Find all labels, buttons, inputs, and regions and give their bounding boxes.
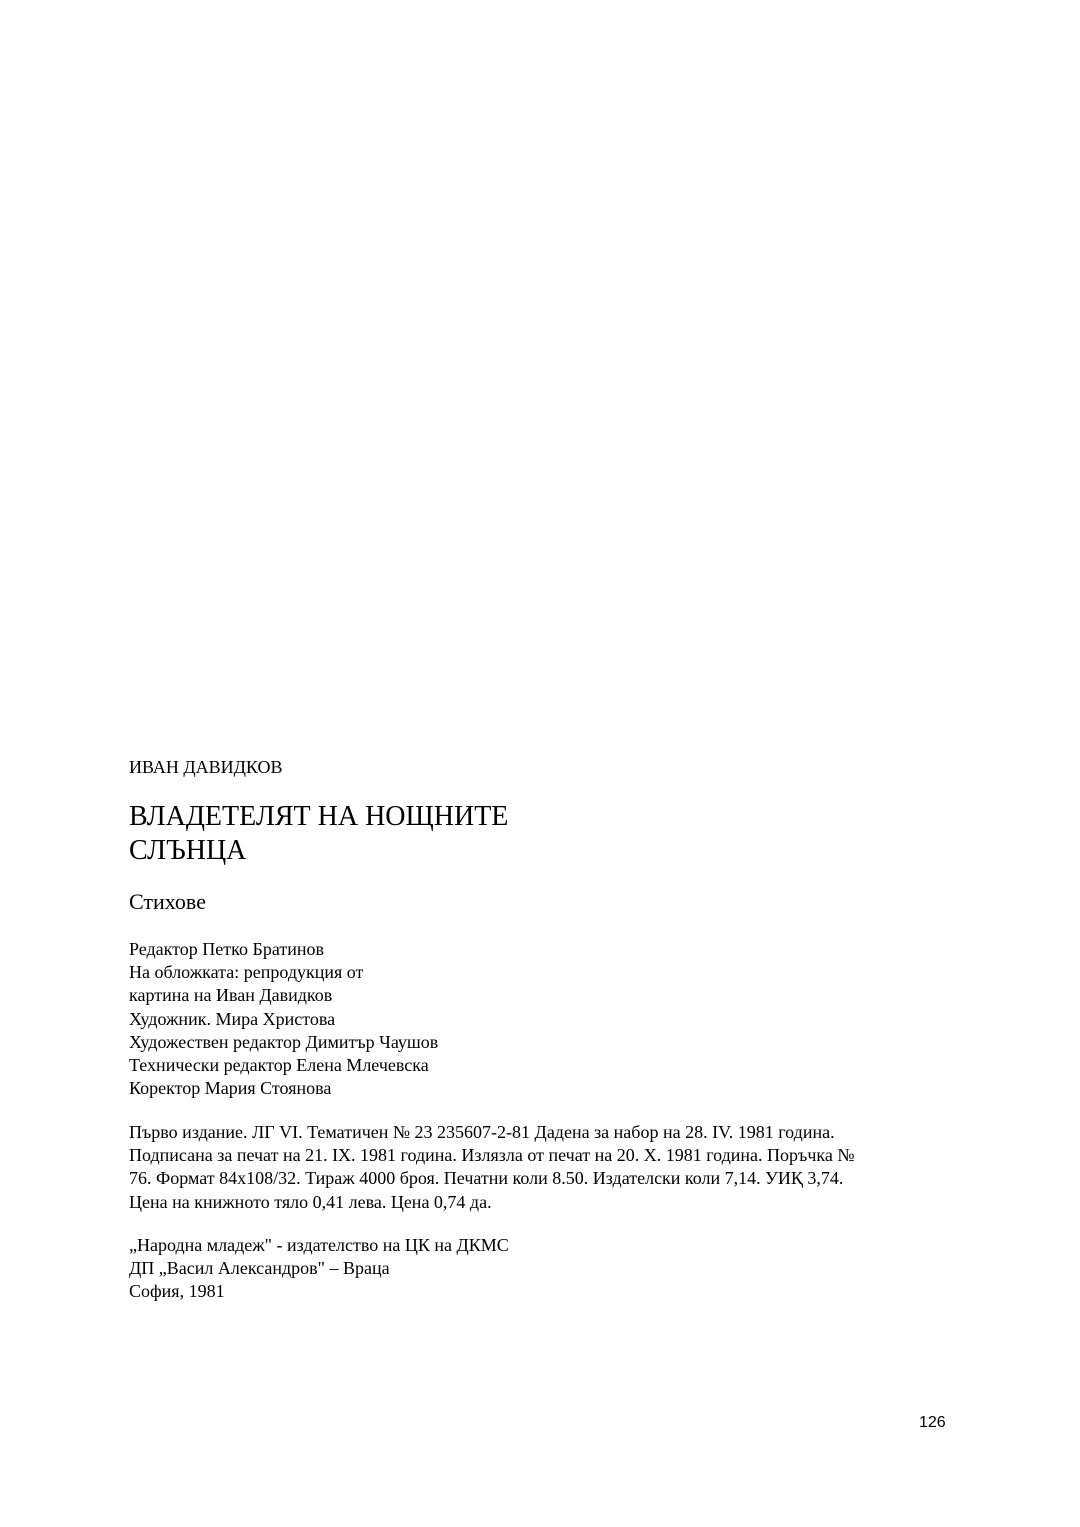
book-subtitle: Стихове [129, 889, 206, 914]
book-title-line-1: ВЛАДЕТЕЛЯТ НА НОЩНИТЕ [129, 801, 509, 832]
city-year-line: София, 1981 [129, 1281, 225, 1302]
book-title [129, 800, 508, 868]
book-title-line-2: СЛЪНЦА [129, 835, 247, 866]
credit-line: Редактор Петко Братинов [129, 939, 324, 959]
credits-block [129, 938, 438, 1100]
credit-line: Художествен редактор Димитър Чаушов [129, 1031, 439, 1052]
edition-line: Цена на книжното тяло 0,41 лева. Цена 0,74 да. [129, 1191, 492, 1212]
edition-line: 76. Формат 84х108/32. Тираж 4000 броя. Печатни коли 8.50. Издателски коли 7,14. УИҚ 3,74. [129, 1168, 844, 1189]
credit-line: На обложката: репродукция от [129, 962, 364, 983]
page-number: 126 [919, 1414, 946, 1431]
edition-line: Подписана за печат на 21. IX. 1981 година. Излязла от печат на 20. X. 1981 година. Поръчка № [129, 1145, 855, 1166]
publisher-line: „Народна младеж" - издателство на ЦК на ДКМС [129, 1235, 509, 1255]
credit-line: картина на Иван Давидков [129, 985, 333, 1006]
credit-line: Коректор Мария Стоянова [129, 1078, 332, 1099]
credit-line: Художник. Мира Христова [129, 1008, 336, 1029]
printer-line: ДП „Васил Александров" – Враца [129, 1258, 390, 1279]
publisher-block [129, 1234, 509, 1304]
credit-line: Технически редактор Елена Млечевска [129, 1055, 429, 1076]
author-name: ИВАН ДАВИДКОВ [129, 757, 283, 777]
edition-line: Първо издание. ЛГ VI. Тематичен № 23 235607-2-81 Дадена за набор на 28. IV. 1981 година. [129, 1122, 835, 1142]
edition-details [129, 1121, 949, 1214]
